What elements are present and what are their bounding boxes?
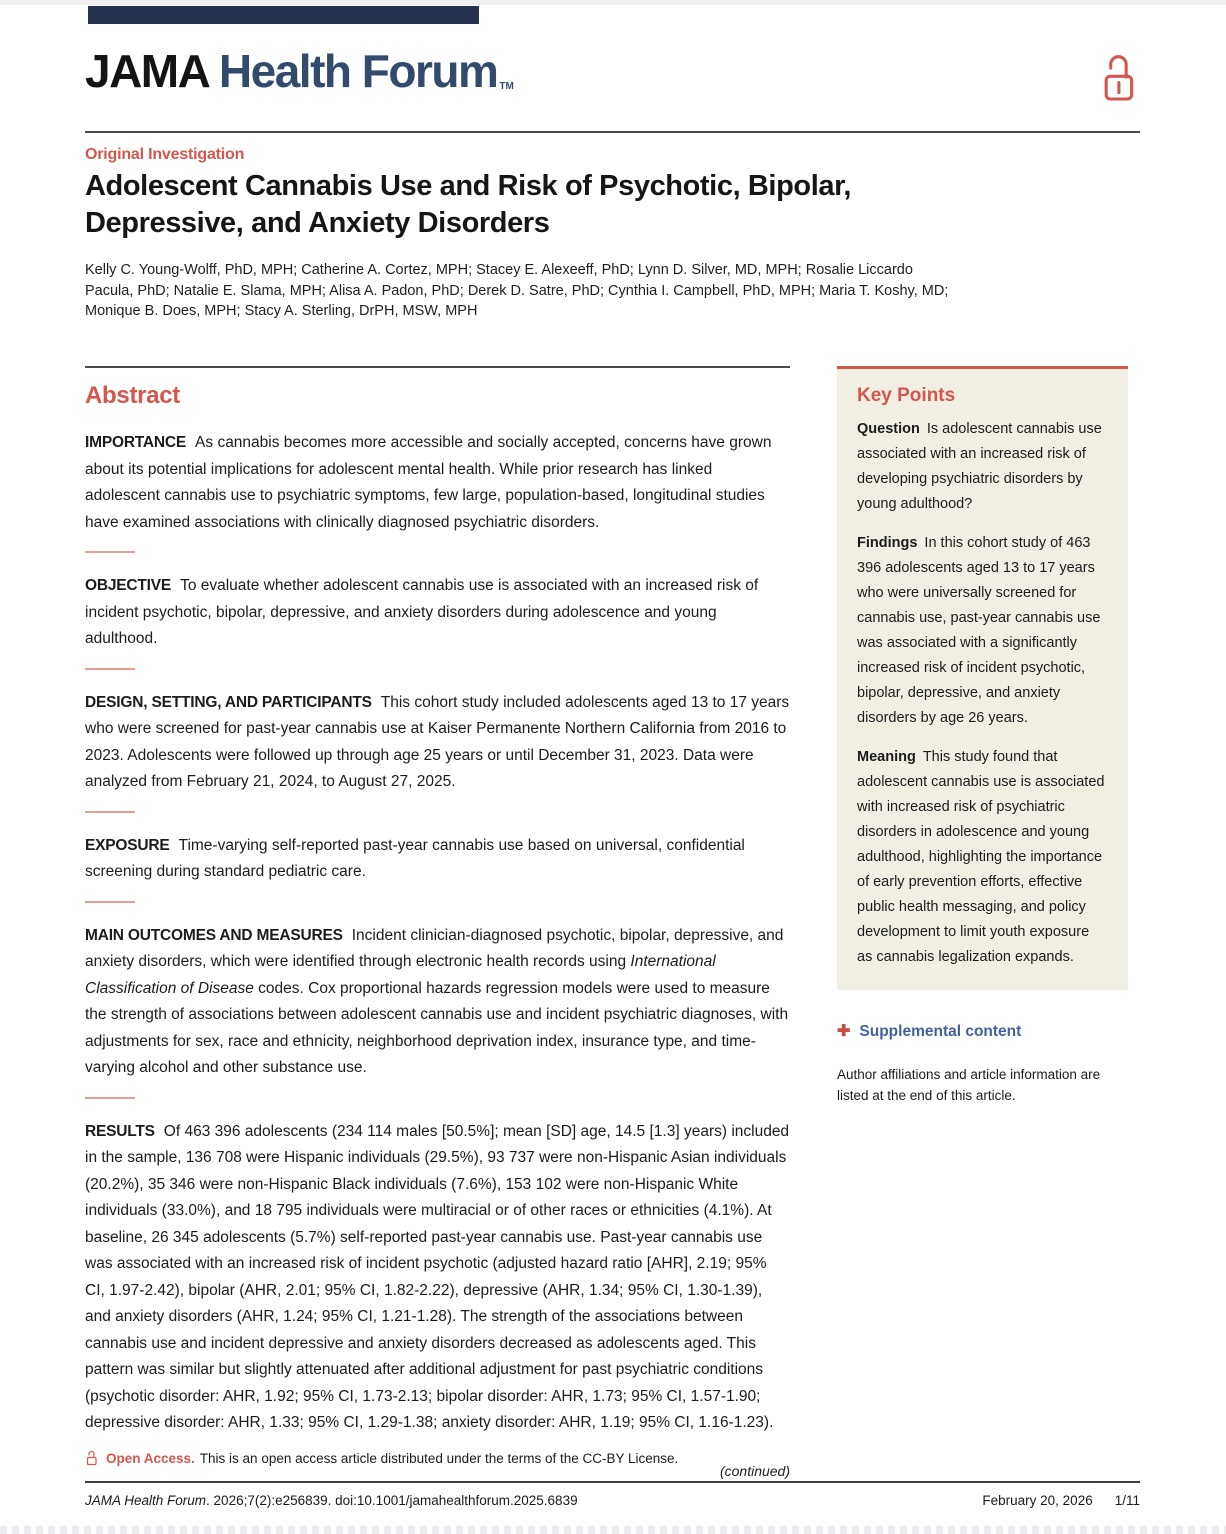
journal-logo-health-forum: Health Forum [218,45,498,97]
author-byline: Kelly C. Young-Wolff, PhD, MPH; Catherine A. Cortez, MPH; Stacey E. Alexeeff, PhD; Lynn D. Silver, MD, MPH; Rosalie Liccardo Pacula, PhD; Natalie E. Slama, MPH; Alisa A. Padon, PhD; Derek D. Satre, PhD; Cynthia I. Campbell, PhD, MPH; Maria T. Koshy, MD; Monique B. Does, MPH; Stacy A. Sterling, DrPH, MSW, MPH [85,262,949,319]
abstract-section-objective [85,573,790,653]
section-text: Of 463 396 adolescents (234 114 males [50.5%]; mean [SD] age, 14.5 [1.3] years) included in the sample, 136 708 were Hispanic individuals (29.5%), 93 737 were non-Hispanic Asian individuals (20.2%), 35 346 were non-Hispanic Black individuals (7.6%), 153 102 were non-Hispanic White individuals (33.0%), and 18 795 individuals were multiracial or of other races or ethnicities (4.1%). At baseline, 26 345 adolescents (5.7%) self-reported past-year cannabis use. Past-year cannabis use was associated with an increased risk of incident psychotic (adjusted hazard ratio [AHR], 2.19; 95% CI, 1.97-2.42), bipolar (AHR, 2.01; 95% CI, 1.82-2.22), depressive (AHR, 1.34; 95% CI, 1.30-1.39), and anxiety disorders (AHR, 1.24; 95% CI, 1.21-1.28). The strength of the associations between cannabis use and incident depressive and anxiety disorders decreased as adolescents aged. This pattern was similar but slightly attenuated after additional adjustment for past psychiatric conditions (psychotic disorder: AHR, 1.92; 95% CI, 1.73-2.13; bipolar disorder: AHR, 1.73; 95% CI, 1.57-1.90; depressive disorder: AHR, 1.33; 95% CI, 1.29-1.38; anxiety disorder: AHR, 1.19; 95% CI, 1.16-1.23). [85,1122,790,1431]
next-page-edge [0,1526,1226,1534]
page-top-edge [0,0,1226,5]
section-label: OBJECTIVE [85,577,172,594]
key-points-meaning [857,745,1108,970]
journal-logo [85,44,512,98]
citation-journal-name: JAMA Health Forum [85,1493,207,1508]
key-points-label: Findings [857,535,918,551]
journal-logo-jama: JAMA [85,45,208,97]
abstract-section-importance [85,430,790,536]
page-number: 1/11 [1114,1493,1140,1508]
main-content [85,366,1140,1479]
section-text: To evaluate whether adolescent cannabis use is associated with an increased risk of incident psychotic, bipolar, depressive, and anxiety disorders during adolescence and young adulthood. [85,577,759,647]
section-divider [85,811,135,813]
section-label: MAIN OUTCOMES AND MEASURES [85,926,343,944]
section-text: Time-varying self-reported past-year cannabis use based on universal, confidential screening during standard pediatric care. [85,836,745,880]
citation-details: . 2026;7(2):e256839. doi:10.1001/jamahealthforum.2025.6839 [206,1493,578,1508]
key-points-text: This study found that adolescent cannabis use is associated with increased risk of psychiatric disorders in adolescence and young adulthood, highlighting the importance of early prevention efforts, effective public health messaging, and policy development to limit youth exposure as cannabis legalization expands. [857,749,1105,965]
abstract-section-outcomes [85,923,790,1082]
footer-citation-row [85,1493,1140,1508]
open-access-text: This is an open access article distributed under the terms of the CC-BY License. [199,1451,679,1466]
section-label: IMPORTANCE [85,434,187,451]
open-access-lock-icon-small [85,1450,98,1467]
section-text: Incident clinician-diagnosed psychotic, bipolar, depressive, and anxiety disorders, which were identified through electronic health records using [85,926,784,970]
section-divider [85,901,135,903]
section-label: RESULTS [85,1122,155,1140]
section-label: DESIGN, SETTING, AND PARTICIPANTS [85,693,372,711]
key-points-text: In this cohort study of 463 396 adolescents aged 13 to 17 years who were universally screened for cannabis use, past-year cannabis use was associated with a significantly increased risk of incident psychotic, bipolar, depressive, and anxiety disorders by age 26 years. [857,535,1101,726]
citation [85,1493,578,1508]
section-text: This cohort study included adolescents aged 13 to 17 years who were screened for past-year cannabis use at Kaiser Permanente Northern California from 2016 to 2023. Adolescents were followed up through age 25 years or until December 31, 2023. Data were analyzed from February 21, 2024, to August 27, 2025. [85,693,790,790]
footer-meta [982,1493,1140,1508]
key-points-box [837,366,1128,990]
abstract-section-design [85,690,790,796]
article-type-label: Original Investigation [85,146,245,163]
publication-date: February 20, 2026 [982,1493,1093,1508]
sidebar-column [837,366,1128,1106]
supplemental-content-link[interactable] [837,1022,1128,1042]
article-title: Adolescent Cannabis Use and Risk of Psychotic, Bipolar, Depressive, and Anxiety Disorders [85,170,852,239]
masthead-accent-bar [88,6,479,24]
section-text: As cannabis becomes more accessible and socially accepted, concerns have grown about its potential implications for adolescent mental health. While prior research has linked adolescent cannabis use to psychiatric symptoms, few large, population-based, longitudinal studies have examined associations with clinically diagnosed psychiatric disorders. [85,434,772,531]
abstract-section-results [85,1119,790,1437]
section-text: codes. Cox proportional hazards regression models were used to measure the strength of associations between adolescent cannabis use and incident psychiatric diagnoses, with adjustments for sex, race and ethnicity, neighborhood deprivation index, insurance type, and time-varying alcohol and other substance use. [85,979,789,1076]
trademark-symbol: TM [499,81,514,92]
key-points-findings [857,531,1108,731]
open-access-statement [85,1450,678,1467]
section-divider [85,668,135,670]
section-divider [85,1097,135,1099]
key-points-question [857,417,1108,517]
affiliations-note: Author affiliations and article information are listed at the end of this article. [837,1067,1101,1103]
abstract-section-exposure [85,833,790,886]
section-divider [85,551,135,553]
plus-icon: ✚ [837,1023,851,1040]
section-text-italic: International Classification of Disease [85,953,716,997]
continued-note: (continued) [719,1462,790,1479]
open-access-label: Open Access. [106,1451,195,1466]
header-divider [85,131,1140,133]
section-label: EXPOSURE [85,836,170,854]
key-points-label: Meaning [857,749,916,765]
open-access-lock-icon [1098,52,1138,106]
abstract-heading: Abstract [85,382,180,409]
footer-divider [85,1481,1140,1483]
key-points-heading: Key Points [857,385,956,406]
key-points-label: Question [857,421,920,437]
key-points-text: Is adolescent cannabis use associated with an increased risk of developing psychiatric disorders by young adulthood? [857,421,1102,512]
abstract-column [85,366,790,1479]
supplemental-content-label[interactable]: Supplemental content [859,1023,1022,1040]
